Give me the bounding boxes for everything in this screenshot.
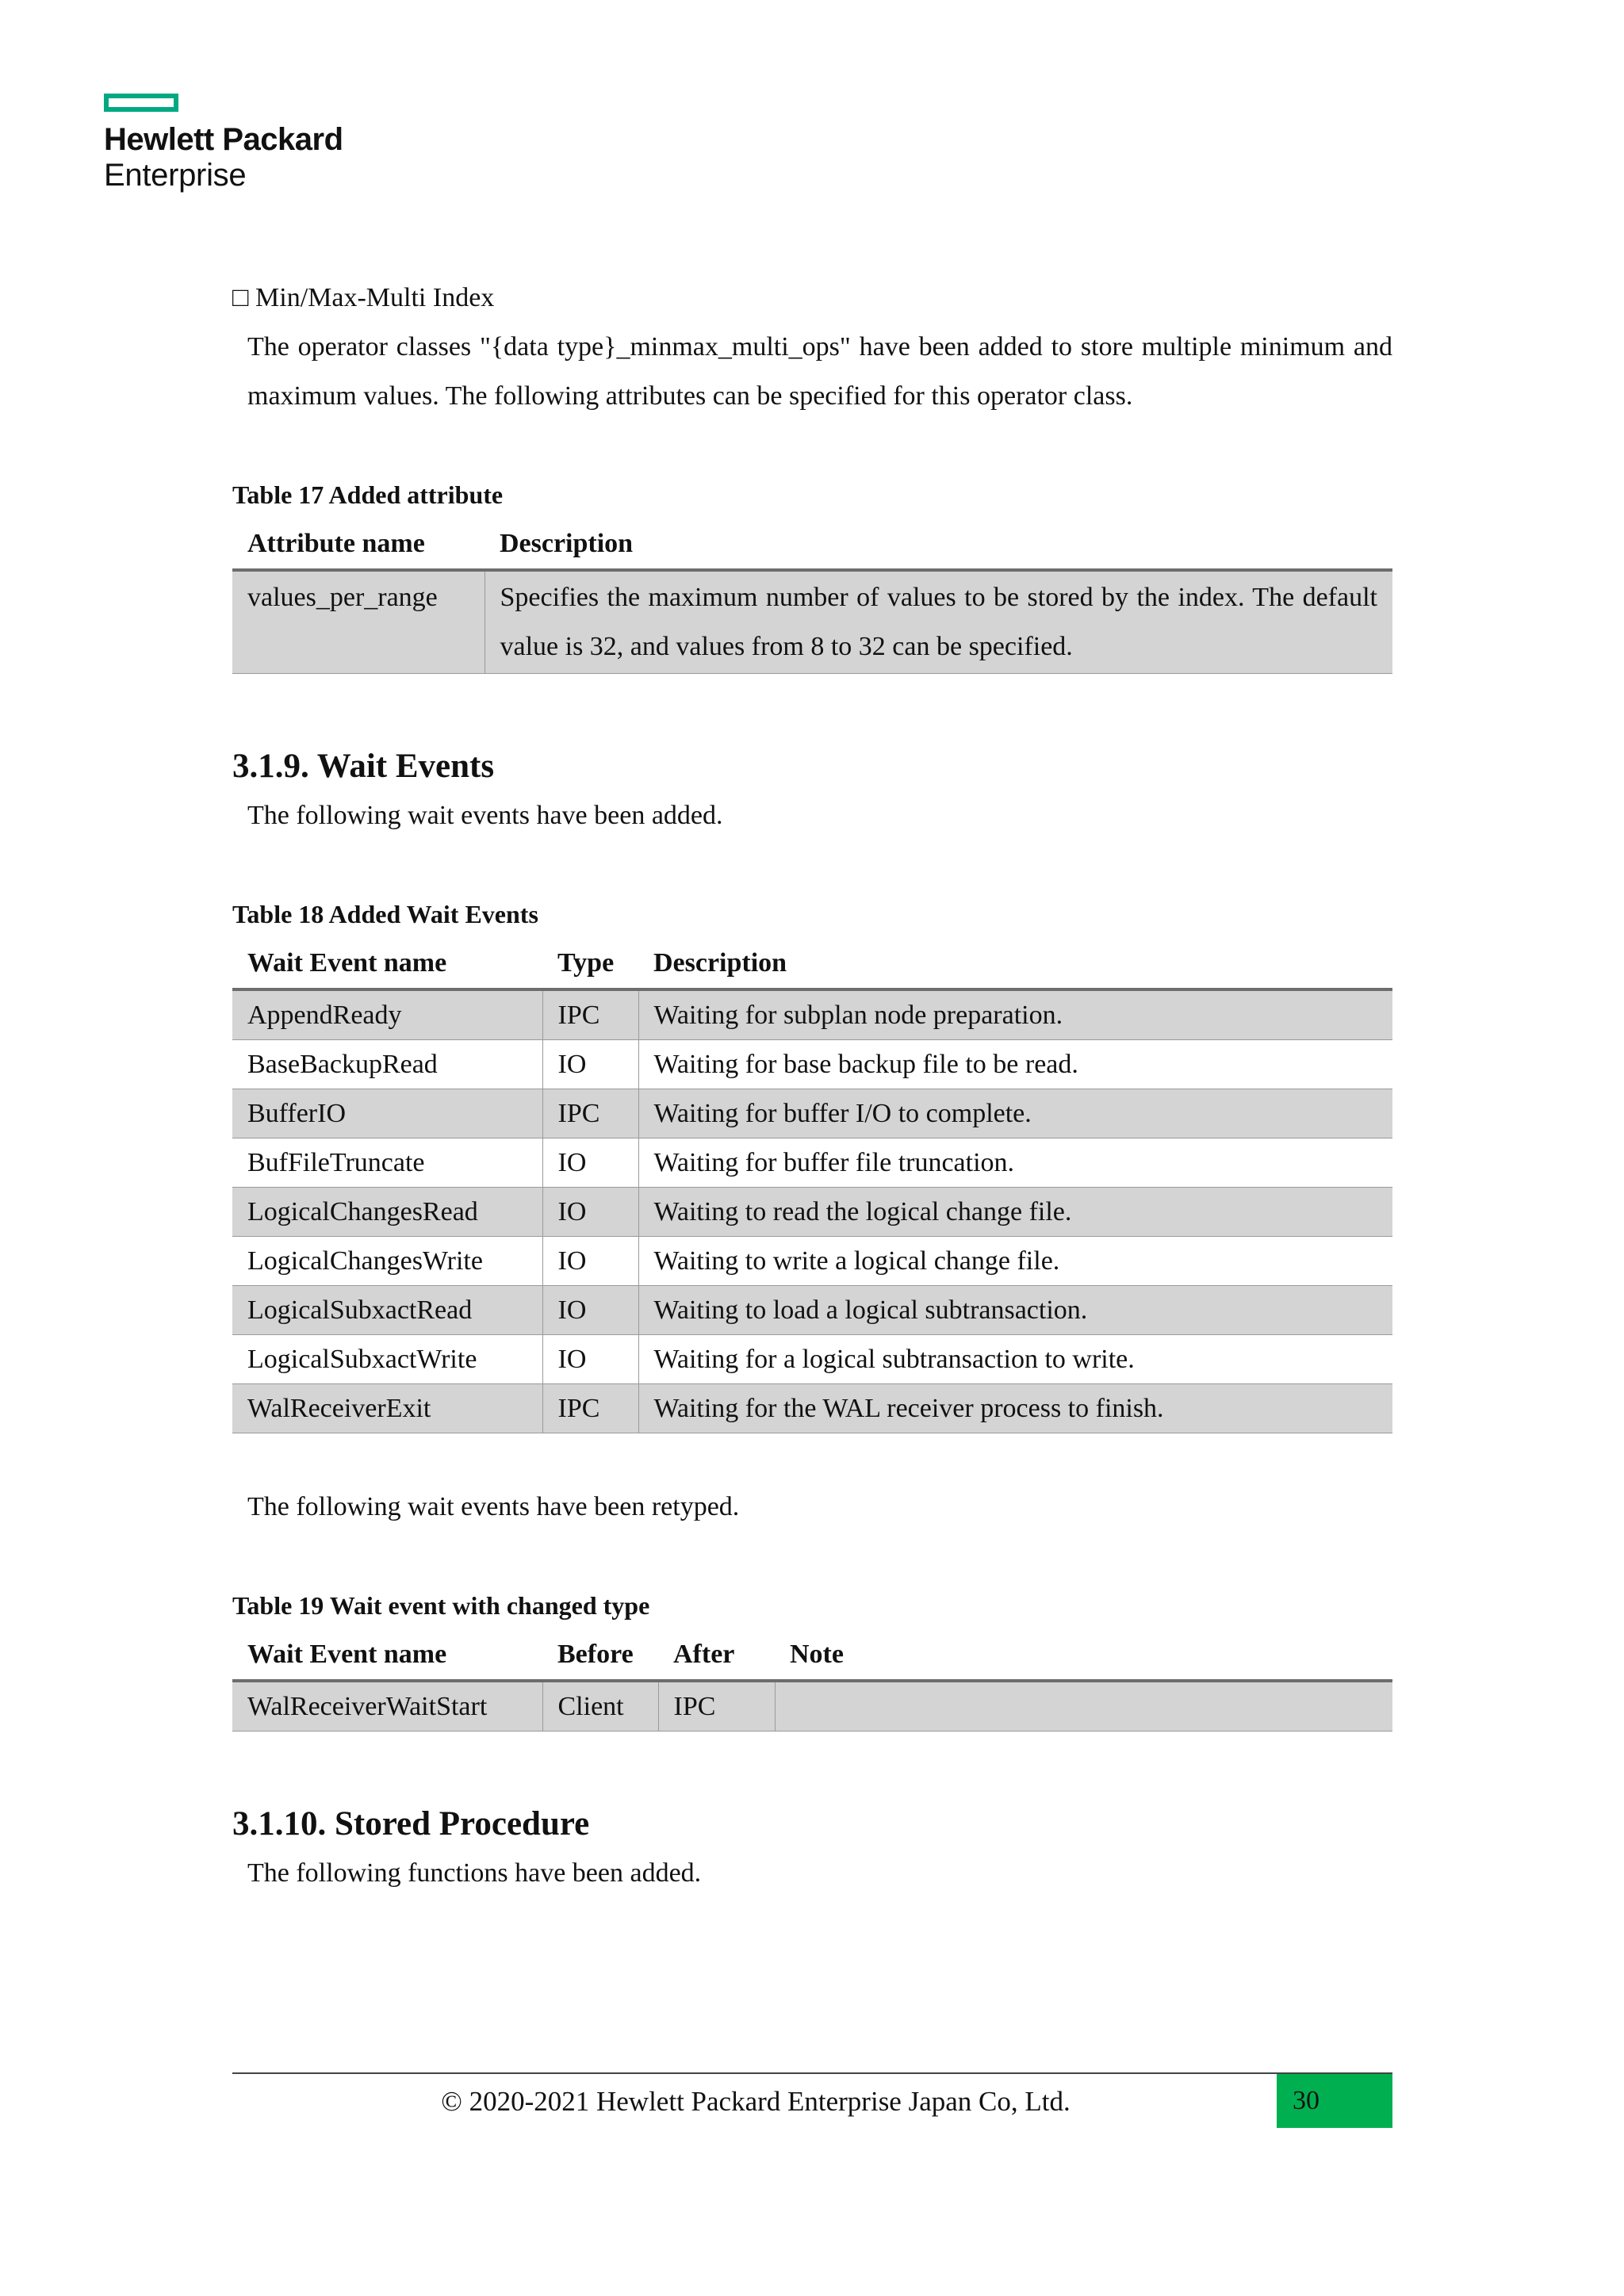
retyped-intro: The following wait events have been retyped. <box>247 1492 740 1521</box>
wait-events-intro: The following wait events have been added. <box>247 801 723 830</box>
table-row <box>232 1089 1392 1138</box>
table-cell: AppendReady <box>232 989 542 1040</box>
table-cell: IPC <box>542 1089 638 1138</box>
hpe-logo <box>104 94 343 193</box>
table-cell: Waiting for the WAL receiver process to finish. <box>638 1384 1392 1433</box>
table-row <box>232 1681 1392 1732</box>
table-cell: IO <box>542 1335 638 1384</box>
table-row <box>232 1335 1392 1384</box>
table-row <box>232 1237 1392 1286</box>
logo-text-line1: Hewlett Packard <box>104 122 343 157</box>
table-cell: BufFileTruncate <box>232 1138 542 1188</box>
table-cell: IO <box>542 1237 638 1286</box>
intro-paragraph: The operator classes "{data type}_minmax_multi_ops" have been added to store multiple minimum and maximum values. The following attributes can be specified for this operator class. <box>247 332 1392 411</box>
table-cell: Waiting to load a logical subtransaction. <box>638 1286 1392 1335</box>
table-cell: BufferIO <box>232 1089 542 1138</box>
table-row <box>232 1040 1392 1089</box>
table-cell: IO <box>542 1286 638 1335</box>
table19-caption: Table 19 Wait event with changed type <box>232 1591 650 1620</box>
column-header: Description <box>638 939 1392 989</box>
section-heading-wait-events: 3.1.9. Wait Events <box>232 748 495 785</box>
table-cell: Waiting for buffer file truncation. <box>638 1138 1392 1188</box>
table-cell: IPC <box>542 989 638 1040</box>
table-cell: values_per_range <box>232 570 485 674</box>
table-cell: Waiting to write a logical change file. <box>638 1237 1392 1286</box>
table-row <box>232 1286 1392 1335</box>
table-header-row <box>232 519 1392 570</box>
table-cell: WalReceiverExit <box>232 1384 542 1433</box>
table-cell: BaseBackupRead <box>232 1040 542 1089</box>
table-cell: Waiting for buffer I/O to complete. <box>638 1089 1392 1138</box>
table-row <box>232 1188 1392 1237</box>
column-header: Wait Event name <box>232 1630 542 1681</box>
table17-caption: Table 17 Added attribute <box>232 480 504 509</box>
table-cell: WalReceiverWaitStart <box>232 1681 542 1732</box>
column-header: Description <box>485 519 1392 570</box>
table-header-row <box>232 1630 1392 1681</box>
table-cell: IO <box>542 1188 638 1237</box>
table17 <box>232 519 1392 674</box>
footer-copyright: © 2020-2021 Hewlett Packard Enterprise Japan Co, Ltd. <box>441 2086 1071 2117</box>
table-row <box>232 570 1392 674</box>
table-cell: IPC <box>542 1384 638 1433</box>
table-cell: IPC <box>658 1681 775 1732</box>
table-cell: LogicalSubxactRead <box>232 1286 542 1335</box>
section-heading-stored-procedure: 3.1.10. Stored Procedure <box>232 1805 590 1843</box>
hpe-logo-rectangle <box>104 94 178 112</box>
column-header: Note <box>775 1630 1392 1681</box>
table-row <box>232 1138 1392 1188</box>
column-header: Type <box>542 939 638 989</box>
table-row <box>232 1384 1392 1433</box>
table-cell: Waiting for base backup file to be read. <box>638 1040 1392 1089</box>
logo-text-line2: Enterprise <box>104 158 247 193</box>
table-cell: Waiting for subplan node preparation. <box>638 989 1392 1040</box>
footer-divider <box>232 2072 1392 2074</box>
table19 <box>232 1630 1392 1732</box>
table18 <box>232 939 1392 1433</box>
table-header-row <box>232 939 1392 989</box>
table-cell: LogicalSubxactWrite <box>232 1335 542 1384</box>
table-cell: IO <box>542 1040 638 1089</box>
table-cell: Waiting for a logical subtransaction to write. <box>638 1335 1392 1384</box>
table-cell: LogicalChangesWrite <box>232 1237 542 1286</box>
table-cell: LogicalChangesRead <box>232 1188 542 1237</box>
stored-procedure-intro: The following functions have been added. <box>247 1858 702 1888</box>
table-cell: Client <box>542 1681 658 1732</box>
bullet-title: □ Min/Max-Multi Index <box>232 283 495 312</box>
table-cell: Waiting to read the logical change file. <box>638 1188 1392 1237</box>
column-header: Wait Event name <box>232 939 542 989</box>
table-cell <box>775 1681 1392 1732</box>
column-header: After <box>658 1630 775 1681</box>
table-row <box>232 989 1392 1040</box>
table-cell: IO <box>542 1138 638 1188</box>
page-number: 30 <box>1277 2074 1392 2128</box>
table18-caption: Table 18 Added Wait Events <box>232 900 538 928</box>
column-header: Before <box>542 1630 658 1681</box>
column-header: Attribute name <box>232 519 485 570</box>
table-cell: Specifies the maximum number of values to be stored by the index. The default value is 32, and values from 8 to 32 can be specified. <box>485 570 1392 674</box>
page-content <box>232 274 1392 1898</box>
